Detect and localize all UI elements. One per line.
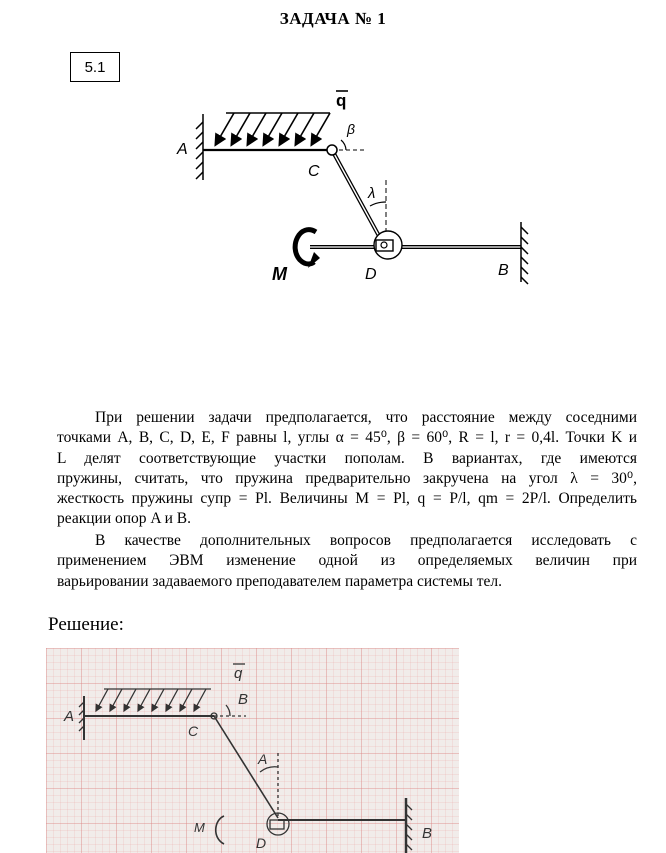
sketch-label-A: A <box>64 708 75 725</box>
label-q: q <box>336 91 347 110</box>
sketch-label-beta: B <box>238 691 249 708</box>
problem-diagram <box>160 82 540 297</box>
hinge-C <box>327 145 337 155</box>
paragraph-line: варьировании задаваемого преподавателем параметра системы тел. <box>57 572 503 590</box>
solution-heading: Решение: <box>48 614 124 635</box>
wall-B-support <box>521 222 528 284</box>
paragraph-line: При решении задачи предполагается, что расстояние между соседними <box>95 409 637 426</box>
label-lambda: λ <box>368 185 376 202</box>
paragraph-line: L делят соответствующие участки пополам. В вариантах, где имеются <box>57 449 637 467</box>
label-C: C <box>308 163 320 180</box>
problem-paragraph-2 <box>57 531 637 592</box>
paragraph-line: пружины, считать, что пружина предварительно закручена на угол λ = 30⁰, <box>57 469 637 487</box>
label-A: A <box>177 141 188 158</box>
sketch-label-D: D <box>256 835 267 851</box>
problem-number-box: 5.1 <box>70 52 120 82</box>
problem-paragraph-1 <box>57 408 637 530</box>
label-beta: β <box>347 121 355 137</box>
sketch-label-C: C <box>188 723 199 739</box>
label-B: B <box>498 262 509 279</box>
wall-A-support <box>196 114 203 180</box>
label-D: D <box>365 266 377 283</box>
label-M: M <box>272 264 287 284</box>
sketch-label-q: q <box>234 665 243 682</box>
distributed-load-q <box>216 113 330 144</box>
paragraph-line: жесткость пружины cупр = Pl. Величины M = Pl, q = P/l, qm = 2P/l. Определить <box>57 490 637 508</box>
sketch-label-M: M <box>194 820 205 835</box>
paragraph-line: В качестве дополнительных вопросов предполагается исследовать с <box>95 532 637 549</box>
solution-sketch-photo <box>46 648 459 853</box>
sketch-label-lambda: A <box>258 751 268 767</box>
paragraph-line: применением ЭВМ изменение одной из определяемых величин при <box>57 552 637 570</box>
sketch-label-B: B <box>422 825 433 842</box>
paragraph-line: точками A, B, C, D, E, F равны l, углы α = 45⁰, β = 60⁰, R = l, r = 0,4l. Точки K и <box>57 429 637 447</box>
paragraph-line: реакции опор A и B. <box>57 510 192 528</box>
page-title: ЗАДАЧА № 1 <box>279 9 387 28</box>
